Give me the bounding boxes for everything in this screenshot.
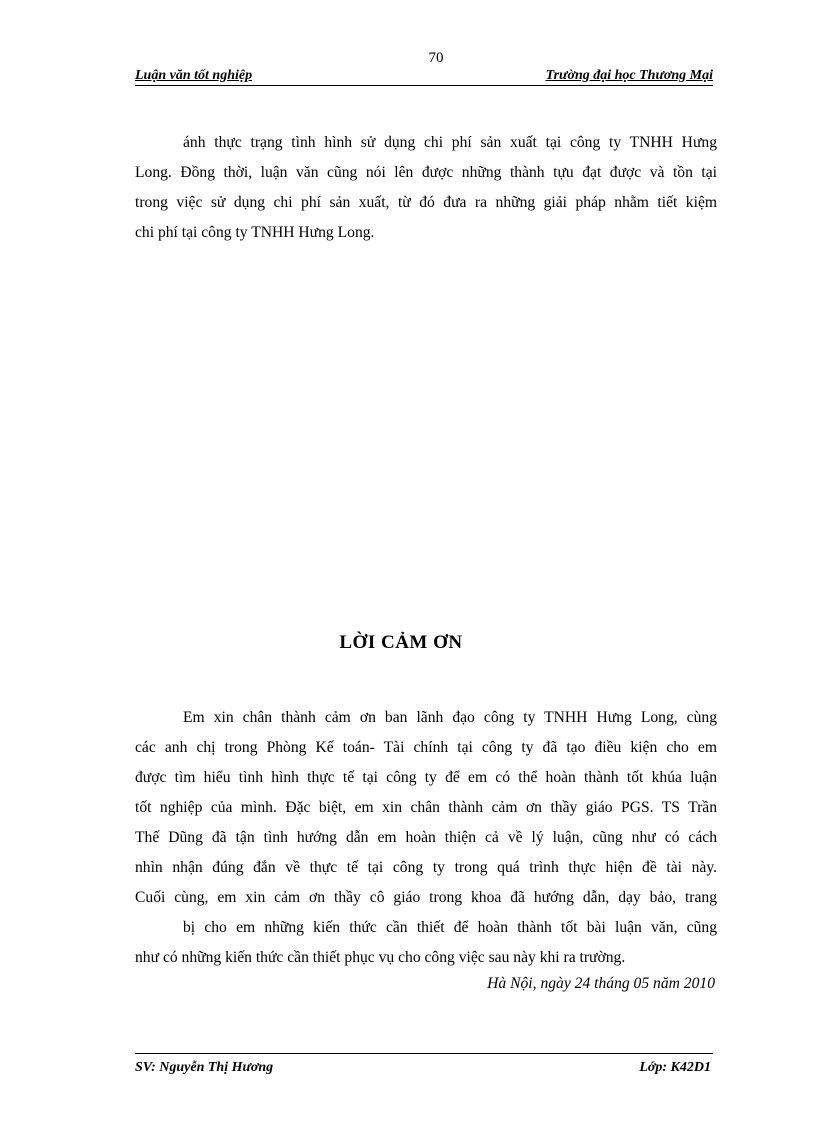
text-line: như có những kiến thức cần thiết phục vụ cho công việc sau này khi ra trường.: [135, 949, 626, 966]
footer-student-name: SV: Nguyễn Thị Hương: [135, 1060, 274, 1075]
text-line: Thế Dũng đã tận tình hướng dẫn em hoàn thiện cả về lý luận, cũng như có cách: [135, 829, 717, 846]
date-line: Hà Nội, ngày 24 tháng 05 năm 2010: [487, 975, 715, 992]
header-university-label: Trường đại học Thương Mại: [545, 68, 713, 83]
page-header: [135, 68, 713, 86]
header-thesis-label: Luận văn tốt nghiệp: [135, 68, 253, 83]
page-footer: [135, 1053, 713, 1078]
text-line: nhìn nhận đúng đắn về thực tế tại công ty trong quá trình thực hiện đề tài này.: [135, 859, 717, 876]
text-line: ánh thực trạng tình hình sử dụng chi phí sản xuất tại công ty TNHH Hưng: [183, 134, 717, 151]
footer-class-label: Lớp: K42D1: [639, 1060, 711, 1075]
section-title: LỜI CẢM ƠN: [339, 632, 463, 653]
acknowledgement-paragraph: [135, 703, 717, 973]
page-number: 70: [428, 50, 444, 66]
text-line: chi phí tại công ty TNHH Hưng Long.: [135, 224, 375, 241]
text-line: trong việc sử dụng chi phí sản xuất, từ đó đưa ra những giải pháp nhằm tiết kiệm: [135, 194, 717, 211]
text-line: được tìm hiểu tình hình thực tế tại công ty để em có thể hoàn thành tốt khúa luận: [135, 769, 717, 786]
text-line: Cuối cùng, em xin cảm ơn thầy cô giáo trong khoa đã hướng dẫn, dạy bảo, trang: [135, 889, 717, 906]
intro-paragraph: [135, 128, 717, 248]
text-line: tốt nghiệp của mình. Đặc biệt, em xin chân thành cảm ơn thầy giáo PGS. TS Trần: [135, 799, 717, 816]
text-line: các anh chị trong Phòng Kế toán- Tài chính tại công ty đã tạo điều kiện cho em: [135, 739, 717, 756]
text-line: Em xin chân thành cảm ơn ban lãnh đạo công ty TNHH Hưng Long, cùng: [183, 709, 717, 726]
text-line: bị cho em những kiến thức cần thiết để hoàn thành tốt bài luận văn, cũng: [183, 919, 717, 936]
text-line: Long. Đồng thời, luận văn cũng nói lên được những thành tựu đạt được và tồn tại: [135, 164, 717, 181]
